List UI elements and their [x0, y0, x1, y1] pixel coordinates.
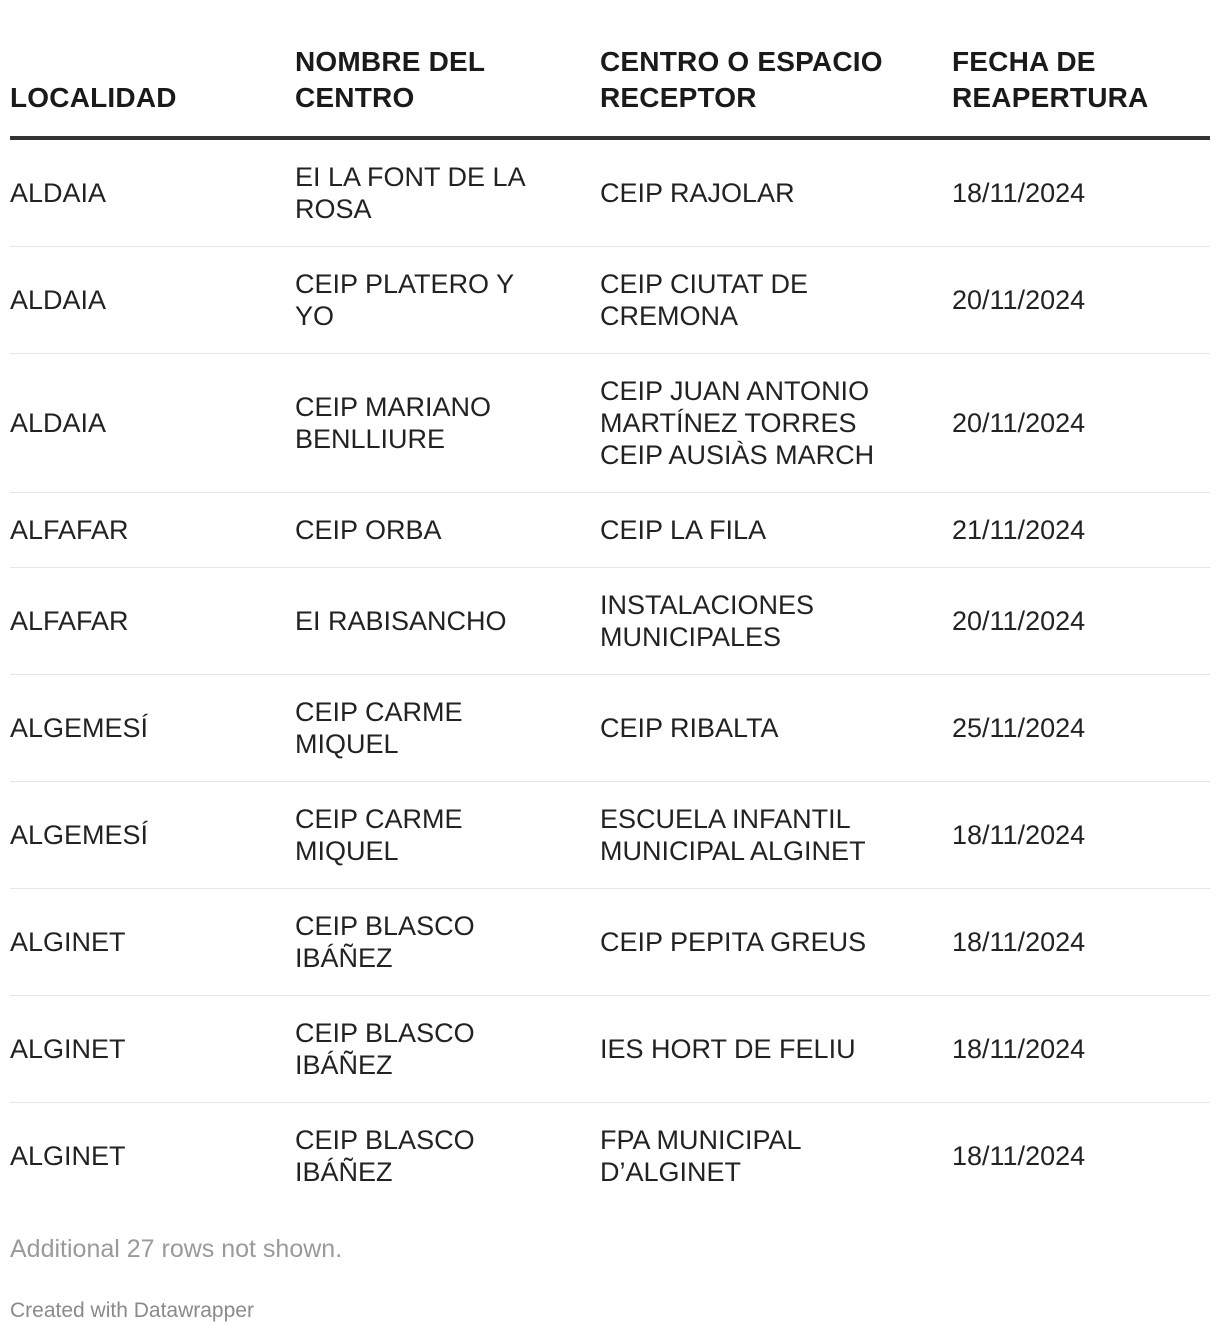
table-row	[10, 1103, 1210, 1210]
table-row	[10, 782, 1210, 889]
cell-nombre-del-centro	[295, 1103, 600, 1210]
cell-line: CEIP ORBA	[295, 515, 442, 545]
cell-centro-receptor	[600, 138, 952, 247]
cell-nombre-del-centro	[295, 568, 600, 675]
table-row	[10, 493, 1210, 568]
cell-line: CEIP BLASCO	[295, 1125, 475, 1155]
table-row	[10, 889, 1210, 996]
cell-localidad: ALDAIA	[10, 247, 295, 354]
cell-localidad: ALFAFAR	[10, 493, 295, 568]
cell-line: YO	[295, 301, 335, 331]
cell-centro-receptor	[600, 889, 952, 996]
cell-centro-receptor	[600, 996, 952, 1103]
cell-line: CREMONA	[600, 301, 739, 331]
cell-line: CEIP RAJOLAR	[600, 178, 795, 208]
cell-line: D’ALGINET	[600, 1157, 742, 1187]
cell-line: EI RABISANCHO	[295, 606, 507, 636]
cell-line: FPA MUNICIPAL	[600, 1125, 802, 1155]
cell-centro-receptor	[600, 354, 952, 493]
cell-line: CEIP PLATERO Y	[295, 269, 515, 299]
header-localidad	[10, 0, 295, 138]
cell-nombre-del-centro	[295, 138, 600, 247]
cell-line: CEIP CARME	[295, 804, 463, 834]
reopening-schools-table	[10, 0, 1210, 1209]
cell-fecha-reapertura: 18/11/2024	[952, 138, 1210, 247]
cell-fecha-reapertura: 20/11/2024	[952, 568, 1210, 675]
cell-fecha-reapertura: 18/11/2024	[952, 1141, 1086, 1171]
cell-localidad: ALGINET	[10, 996, 295, 1103]
cell-line: CEIP LA FILA	[600, 515, 767, 545]
datawrapper-credit: Created with Datawrapper	[10, 1299, 254, 1322]
cell-localidad: ALGINET	[10, 889, 295, 996]
cell-localidad: ALGEMESÍ	[10, 675, 295, 782]
header-centro-receptor	[600, 0, 952, 138]
table-row	[10, 138, 1210, 247]
table-row	[10, 996, 1210, 1103]
cell-centro-receptor	[600, 1103, 952, 1210]
cell-nombre-del-centro	[295, 889, 600, 996]
cell-nombre-del-centro	[295, 782, 600, 889]
table-header	[10, 0, 1210, 138]
cell-fecha-reapertura: 25/11/2024	[952, 675, 1210, 782]
cell-nombre-del-centro	[295, 493, 600, 568]
cell-line: CEIP JUAN ANTONIO	[600, 376, 870, 406]
cell-fecha-reapertura: 18/11/2024	[952, 889, 1210, 996]
header-line: NOMBRE DEL	[295, 46, 486, 77]
cell-line: MARTÍNEZ TORRES	[600, 408, 857, 438]
cell-line: CEIP PEPITA GREUS	[600, 927, 867, 957]
cell-line: IBÁÑEZ	[295, 943, 393, 973]
cell-line: INSTALACIONES	[600, 590, 815, 620]
cell-nombre-del-centro	[295, 996, 600, 1103]
header-line: CENTRO	[295, 82, 415, 113]
cell-fecha-reapertura: 21/11/2024	[952, 493, 1210, 568]
datawrapper-table-widget	[10, 0, 1210, 1325]
cell-line: EI LA FONT DE LA	[295, 162, 526, 192]
cell-line: MUNICIPALES	[600, 622, 782, 652]
cell-localidad: ALDAIA	[10, 138, 295, 247]
cell-fecha-reapertura: 18/11/2024	[952, 782, 1210, 889]
cell-line: CEIP MARIANO	[295, 392, 492, 422]
header-line: CENTRO O ESPACIO	[600, 46, 883, 77]
cell-nombre-del-centro	[295, 247, 600, 354]
table-row	[10, 247, 1210, 354]
table-body	[10, 138, 1210, 1209]
cell-localidad: ALGINET	[10, 1141, 126, 1171]
cell-line: IES HORT DE FELIU	[600, 1034, 856, 1064]
cell-line: MIQUEL	[295, 836, 399, 866]
cell-line: MIQUEL	[295, 729, 399, 759]
header-line: REAPERTURA	[952, 82, 1149, 113]
cell-centro-receptor	[600, 493, 952, 568]
cell-line: IBÁÑEZ	[295, 1050, 393, 1080]
header-line: RECEPTOR	[600, 82, 757, 113]
cell-line: CEIP RIBALTA	[600, 713, 779, 743]
header-row	[10, 0, 1210, 138]
header-line: LOCALIDAD	[10, 82, 177, 113]
header-fecha-reapertura	[952, 0, 1210, 138]
table-row	[10, 568, 1210, 675]
cell-centro-receptor	[600, 568, 952, 675]
cell-nombre-del-centro	[295, 675, 600, 782]
cell-line: CEIP AUSIÀS MARCH	[600, 440, 875, 470]
cell-localidad: ALFAFAR	[10, 568, 295, 675]
cell-fecha-reapertura: 18/11/2024	[952, 996, 1210, 1103]
cell-localidad: ALGEMESÍ	[10, 782, 295, 889]
cell-line: IBÁÑEZ	[295, 1157, 393, 1187]
cell-centro-receptor	[600, 782, 952, 889]
cell-fecha-reapertura: 20/11/2024	[952, 247, 1210, 354]
cell-line: MUNICIPAL ALGINET	[600, 836, 866, 866]
rows-not-shown-note: Additional 27 rows not shown.	[10, 1235, 343, 1263]
cell-centro-receptor	[600, 247, 952, 354]
table-row	[10, 675, 1210, 782]
table-row	[10, 354, 1210, 493]
header-nombre-del-centro	[295, 0, 600, 138]
cell-line: BENLLIURE	[295, 424, 446, 454]
cell-nombre-del-centro	[295, 354, 600, 493]
cell-centro-receptor	[600, 675, 952, 782]
header-line: FECHA DE	[952, 46, 1096, 77]
cell-line: CEIP CARME	[295, 697, 463, 727]
cell-line: ROSA	[295, 194, 372, 224]
cell-line: CEIP CIUTAT DE	[600, 269, 809, 299]
cell-line: CEIP BLASCO	[295, 1018, 475, 1048]
cell-line: ESCUELA INFANTIL	[600, 804, 851, 834]
cell-localidad: ALDAIA	[10, 354, 295, 493]
cell-fecha-reapertura: 20/11/2024	[952, 354, 1210, 493]
cell-line: CEIP BLASCO	[295, 911, 475, 941]
